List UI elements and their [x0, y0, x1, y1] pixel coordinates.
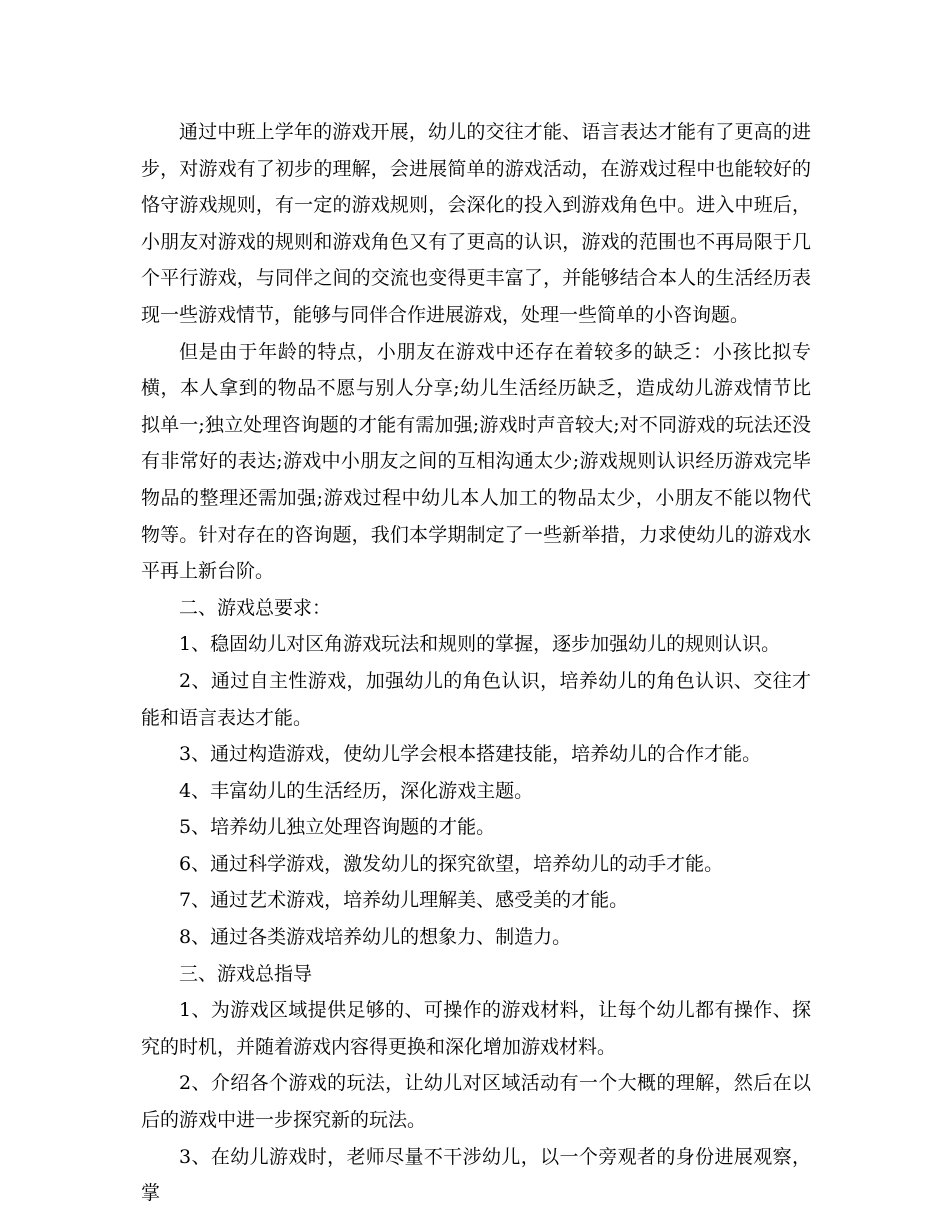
section-heading-requirements: 二、游戏总要求：: [179, 596, 332, 619]
requirement-item-5: 5、培养幼儿独立处理咨询题的才能。: [179, 816, 496, 839]
shortcomings-paragraph: 但是由于年龄的特点，小朋友在游戏中还存在着较多的缺乏：小孩比拟专横，本人拿到的物品不愿与别人分享;幼儿生活经历缺乏，造成幼儿游戏情节比拟单一;独立处理咨询题的才能有需加强;游戏时声音较大;对不同游戏的玩法还没有非常好的表达;游戏中小朋友之间的互相沟通太少;游戏规则认识经历游戏完毕物品的整理还需加强;游戏过程中幼儿本人加工的物品太少，小朋友不能以物代物等。针对存在的咨询题，我们本学期制定了一些新举措，力求使幼儿的游戏水平再上新台阶。: [141, 340, 811, 583]
requirement-item-4: 4、丰富幼儿的生活经历，深化游戏主题。: [179, 779, 534, 802]
requirement-item-3: 3、通过构造游戏，使幼儿学会根本搭建技能，培养幼儿的合作才能。: [179, 743, 762, 766]
document-body: [141, 114, 811, 1212]
requirement-item-8: 8、通过各类游戏培养幼儿的想象力、制造力。: [179, 926, 572, 949]
intro-paragraph: 通过中班上学年的游戏开展，幼儿的交往才能、语言表达才能有了更高的进步，对游戏有了初步的理解，会进展简单的游戏活动，在游戏过程中也能较好的恪守游戏规则，有一定的游戏规则，会深化的投入到游戏角色中。进入中班后，小朋友对游戏的规则和游戏角色又有了更高的认识，游戏的范围也不再局限于几个平行游戏，与同伴之间的交流也变得更丰富了，并能够结合本人的生活经历表现一些游戏情节，能够与同伴合作进展游戏，处理一些简单的小咨询题。: [141, 121, 811, 326]
guidance-item-1: 1、为游戏区域提供足够的、可操作的游戏材料，让每个幼儿都有操作、探究的时机，并随着游戏内容得更换和深化增加游戏材料。: [141, 999, 811, 1058]
requirement-item-6: 6、通过科学游戏，激发幼儿的探究欲望，培养幼儿的动手才能。: [179, 852, 724, 875]
guidance-item-2: 2、介绍各个游戏的玩法，让幼儿对区域活动有一个大概的理解，然后在以后的游戏中进一步探究新的玩法。: [141, 1072, 811, 1132]
requirement-item-7: 7、通过艺术游戏，培养幼儿理解美、感受美的才能。: [179, 889, 629, 912]
requirement-item-1: 1、稳固幼儿对区角游戏玩法和规则的掌握，逐步加强幼儿的规则认识。: [179, 633, 781, 656]
requirement-item-2: 2、通过自主性游戏，加强幼儿的角色认识，培养幼儿的角色认识、交往才能和语言表达才能。: [141, 669, 811, 729]
section-heading-guidance: 三、游戏总指导: [179, 962, 313, 985]
guidance-item-3: 3、在幼儿游戏时，老师尽量不干涉幼儿，以一个旁观者的身份进展观察，掌: [141, 1145, 811, 1205]
